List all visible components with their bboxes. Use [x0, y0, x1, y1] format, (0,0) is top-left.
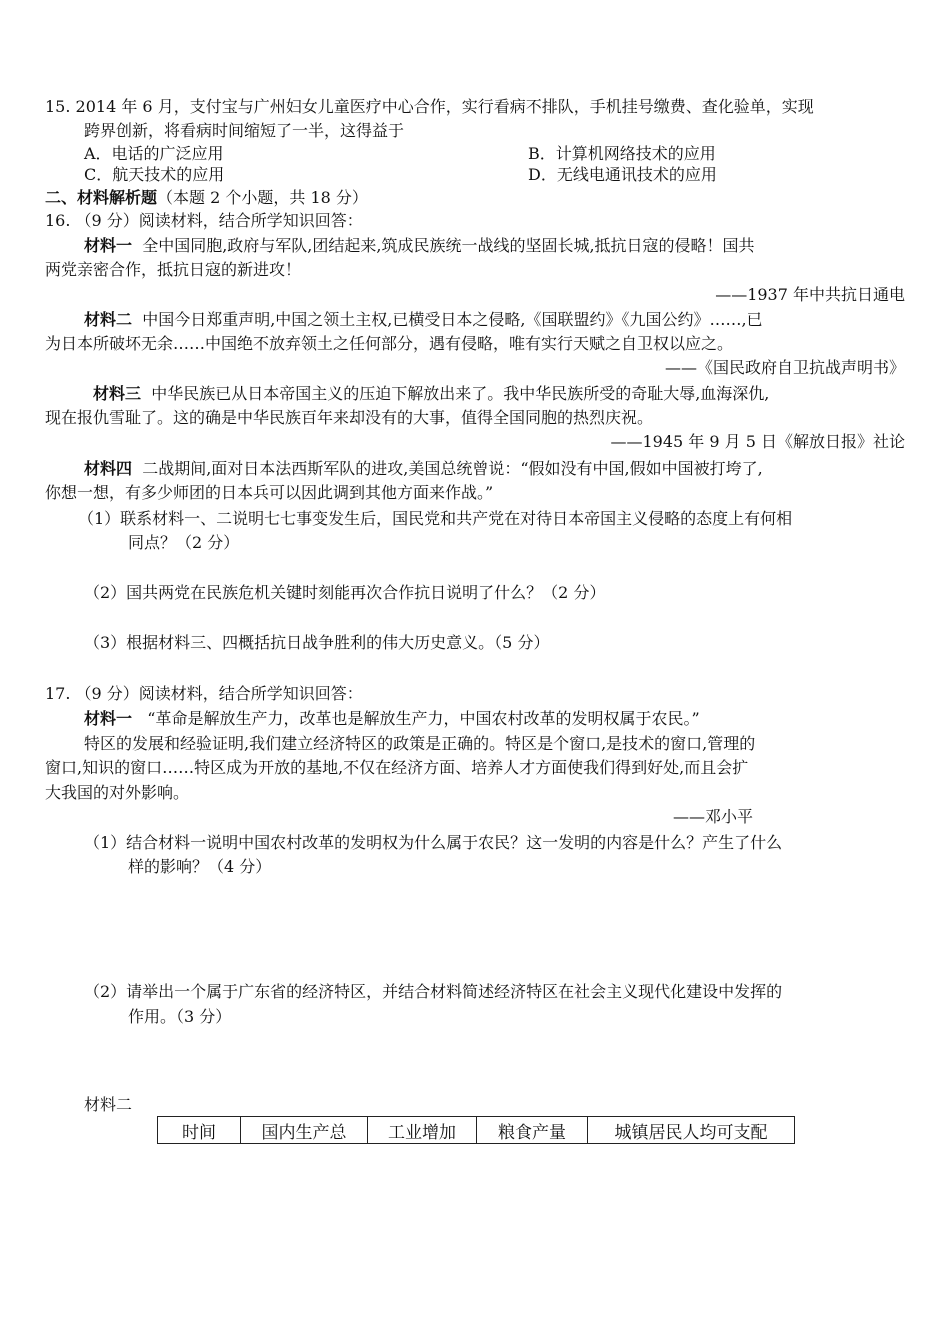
q16-intro: 16. （9 分）阅读材料，结合所学知识回答：	[45, 211, 363, 230]
q17-sub2-line1: （2）请举出一个属于广东省的经济特区，并结合材料简述经济特区在社会主义现代化建设中发挥的	[84, 982, 783, 1001]
q15-stem-line2: 跨界创新，将看病时间缩短了一半，这得益于	[84, 121, 405, 140]
q16-material4-label: 材料四	[84, 459, 133, 478]
q17-material1-text1: “革命是解放生产力，改革也是解放生产力，中国农村改革的发明权属于农民。”	[147, 709, 700, 728]
q16-material3-text1: 中华民族已从日本帝国主义的压迫下解放出来了。我中华民族所受的奇耻大辱,血海深仇,	[151, 384, 770, 403]
q17-material1-label: 材料一	[84, 709, 133, 728]
q17-sub1-line2: 样的影响？（4 分）	[128, 857, 272, 876]
q15-option-a: A．电话的广泛应用	[84, 144, 224, 163]
table-header-cell: 国内生产总	[241, 1117, 368, 1144]
q16-material3-source: ——1945 年 9 月 5 日《解放日报》社论	[610, 432, 905, 451]
q15-option-c: C．航天技术的应用	[84, 165, 225, 184]
q16-material4-text1: 二战期间,面对日本法西斯军队的进攻,美国总统曾说：“假如没有中国,假如中国被打垮了,	[142, 459, 763, 478]
section2-heading	[45, 187, 368, 209]
q16-sub1-line2: 同点？（2 分）	[128, 533, 240, 552]
q17-material1-p2-line1: 特区的发展和经验证明,我们建立经济特区的政策是正确的。特区是个窗口,是技术的窗口,管理的	[84, 734, 756, 753]
q16-sub2: （2）国共两党在民族危机关键时刻能再次合作抗日说明了什么？（2 分）	[84, 583, 606, 602]
table-header-row	[158, 1117, 795, 1144]
q15-stem-line1: 15. 2014 年 6 月，支付宝与广州妇女儿童医疗中心合作，实行看病不排队，手机挂号缴费、查化验单，实现	[45, 97, 814, 116]
q16-material4-line2: 你想一想，有多少师团的日本兵可以因此调到其他方面来作战。”	[45, 483, 494, 502]
q16-material4-line1	[84, 458, 763, 480]
q17-intro: 17. （9 分）阅读材料，结合所学知识回答：	[45, 684, 363, 703]
q15-option-d: D．无线电通讯技术的应用	[528, 165, 717, 184]
q16-material2-line1	[84, 309, 763, 331]
q17-material1-line1	[84, 708, 700, 730]
table-header-cell: 工业增加	[368, 1117, 477, 1144]
q17-sub1-line1: （1）结合材料一说明中国农村改革的发明权为什么属于农民？这一发明的内容是什么？产生了什么	[84, 833, 783, 852]
table-header-cell: 时间	[158, 1117, 241, 1144]
q17-material2-label: 材料二	[84, 1095, 133, 1114]
q17-material1-p2-line3: 大我国的对外影响。	[45, 783, 190, 802]
q16-material1-source: ——1937 年中共抗日通电	[715, 285, 905, 304]
section2-note: （本题 2 个小题，共 18 分）	[157, 188, 368, 207]
q16-material1-text1: 全中国同胞,政府与军队,团结起来,筑成民族统一战线的坚固长城,抵抗日寇的侵略！国共	[142, 236, 755, 255]
q16-material2-line2: 为日本所破坏无余……中国绝不放弃领土之任何部分，遇有侵略，唯有实行天赋之自卫权以应之。	[45, 334, 734, 353]
q17-sub2-line2: 作用。（3 分）	[128, 1007, 232, 1026]
section2-title: 二、材料解析题	[45, 188, 158, 207]
q16-material3-label: 材料三	[93, 384, 142, 403]
q17-material2-table	[157, 1116, 795, 1144]
table-header-cell: 粮食产量	[477, 1117, 588, 1144]
q16-material3-line1	[93, 383, 769, 405]
q16-material2-text1: 中国今日郑重声明,中国之领土主权,已横受日本之侵略,《国联盟约》《九国公约》……,已	[142, 310, 763, 329]
q16-sub1-line1: （1）联系材料一、二说明七七事变发生后，国民党和共产党在对待日本帝国主义侵略的态度上有何相	[78, 509, 793, 528]
q16-material1-label: 材料一	[84, 236, 133, 255]
q17-material1-source: ——邓小平	[673, 807, 754, 826]
q16-material1-line2: 两党亲密合作，抵抗日寇的新进攻！	[45, 260, 302, 279]
q16-material2-source: ——《国民政府自卫抗战声明书》	[664, 358, 905, 377]
q16-material2-label: 材料二	[84, 310, 133, 329]
q16-material3-line2: 现在报仇雪耻了。这的确是中华民族百年来却没有的大事，值得全国同胞的热烈庆祝。	[45, 408, 654, 427]
q17-material1-p2-line2: 窗口,知识的窗口……特区成为开放的基地,不仅在经济方面、培养人才方面使我们得到好处,而且会扩	[45, 758, 749, 777]
q15-option-b: B．计算机网络技术的应用	[528, 144, 716, 163]
q16-sub3: （3）根据材料三、四概括抗日战争胜利的伟大历史意义。（5 分）	[84, 633, 550, 652]
table-header-cell: 城镇居民人均可支配	[588, 1117, 795, 1144]
q16-material1-line1	[84, 235, 755, 257]
